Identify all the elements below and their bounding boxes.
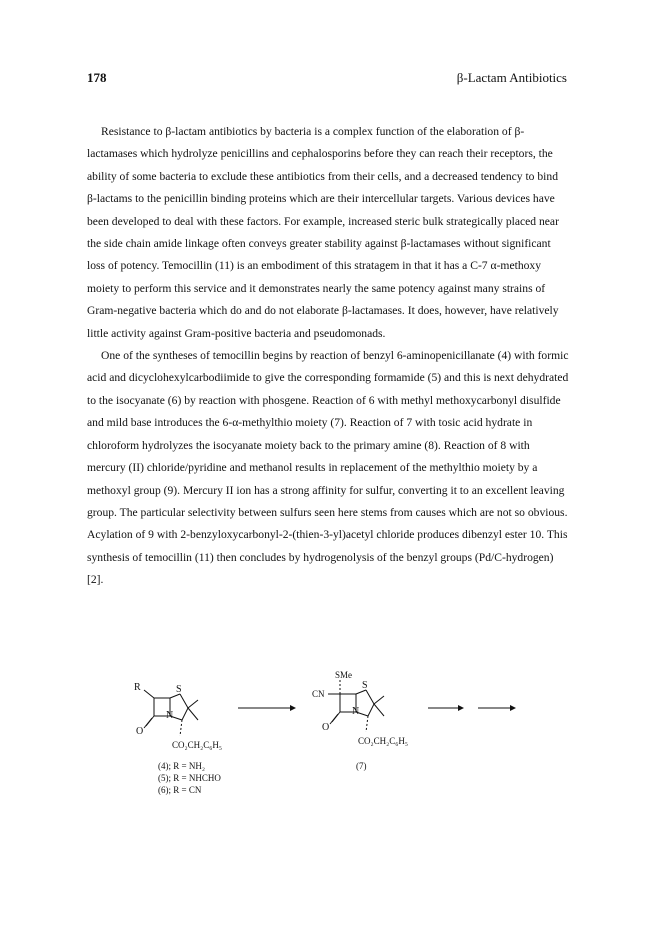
reaction-arrow-1 xyxy=(238,705,296,711)
paragraph-synthesis: One of the syntheses of temocillin begins by reaction of benzyl 6-aminopenicillanate (4) with formic acid and dicyclohexylcarbodiimide to give the corresponding formamide (5) and this is next dehydrated to the isocyanate (6) by reaction with phosgene. Reaction of 6 with methyl methoxycarbonyl disulfide and mild base introduces the 6-α-methylthio moiety (7). Reaction of 7 with tosic acid hydrate in chloroform hydrolyzes the isocyanate moiety back to the primary amine (8). Reaction of 8 with mercury (II) chloride/pyridine and methanol results in replacement of the methylthio moiety by a methoxyl group (9). Mercury II ion has a strong affinity for sulfur, converting it to an excellent leaving group. The particular selectivity between sulfurs seen here stems from causes which are not so obvious. Acylation of 9 with 2-benzyloxycarbonyl-2-(thien-3-yl)acetyl chloride produces dibenzyl ester 10. This synthesis of temocillin (11) then concludes by hydrogenolysis of the benzyl groups (Pd/C-hydrogen) [2]. xyxy=(87,349,569,587)
reaction-scheme xyxy=(120,668,550,798)
reaction-arrow-3 xyxy=(478,705,516,711)
isocyanide-label: CN xyxy=(312,689,325,699)
compound-label-7: (7) xyxy=(356,761,367,771)
ester-label-right: CO₂CH₂C₆H₅ xyxy=(358,736,409,746)
reaction-scheme-drawing xyxy=(120,668,550,798)
paragraph-resistance: Resistance to β-lactam antibiotics by bacteria is a complex function of the elaboration of β-lactamases which hydrolyze penicillins and cephalosporins before they can reach their receptors, the ability of some bacteria to exclude these antibiotics from their cells, and a decreased tendency to bind β-lactams to the penicillin binding proteins which are their intercellular targets. Various devices have been developed to deal with these factors. For example, increased steric bulk strategically placed near the side chain amide linkage often conveys greater stability against β-lactamases without significant loss of potency. Temocillin (11) is an embodiment of this stratagem in that it has a C-7 α-methoxy moiety to perform this service and it demonstrates nearly the same potency against many strains of Gram-negative bacteria which do and do not elaborate β-lactamases. It does, however, have relatively little activity against Gram-positive bacteria and pseudomonads. xyxy=(87,125,559,340)
nitrogen-label-right: N xyxy=(352,706,360,717)
page-number: 178 xyxy=(87,70,107,85)
oxygen-label-left: O xyxy=(136,726,144,737)
body-text xyxy=(87,121,569,592)
sulfur-label-left: S xyxy=(176,684,182,695)
compound-label-4: (4); R = NH₂ xyxy=(158,761,205,771)
compound-label-5: (5); R = NHCHO xyxy=(158,773,221,783)
compound-label-6: (6); R = CN xyxy=(158,785,202,795)
reaction-arrow-2 xyxy=(428,705,464,711)
page-header xyxy=(87,70,567,90)
substituent-r-label: R xyxy=(134,682,141,693)
nitrogen-label-left: N xyxy=(166,710,174,721)
oxygen-label-right: O xyxy=(322,722,330,733)
running-title: β-Lactam Antibiotics xyxy=(456,70,567,85)
ester-label-left: CO₂CH₂C₆H₅ xyxy=(172,740,223,750)
methylthio-label: SMe xyxy=(335,670,353,680)
sulfur-label-right: S xyxy=(362,680,368,691)
